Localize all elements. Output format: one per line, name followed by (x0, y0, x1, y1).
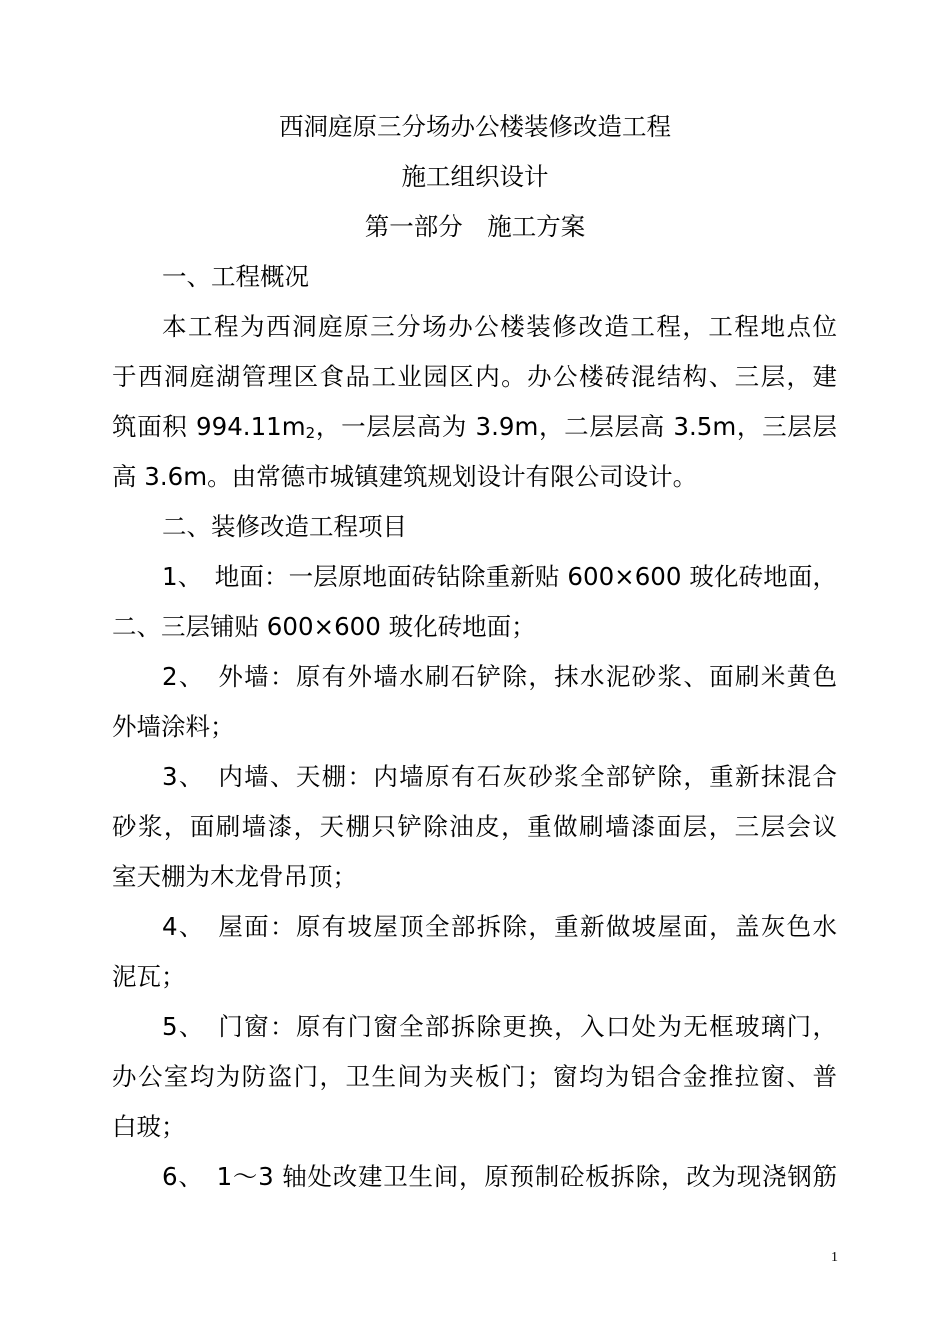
part-heading: 第一部分 施工方案 (364, 212, 586, 241)
list-item: 白玻； (112, 1112, 186, 1141)
paragraph-line: 本工程为西洞庭原三分场办公楼装修改造工程，工程地点位 (162, 312, 837, 341)
document-subtitle: 施工组织设计 (401, 162, 549, 191)
section-heading-items: 二、装修改造工程项目 (162, 512, 407, 541)
page-number: 1 (831, 1250, 838, 1265)
list-item: 1、 地面：一层原地面砖钻除重新贴 600×600 玻化砖地面， (162, 562, 837, 591)
list-item: 室天棚为木龙骨吊顶； (112, 862, 357, 891)
document-title: 西洞庭原三分场办公楼装修改造工程 (279, 112, 671, 141)
paragraph-line (112, 412, 837, 448)
list-item: 5、 门窗：原有门窗全部拆除更换，入口处为无框玻璃门， (162, 1012, 837, 1041)
paragraph-line: 于西洞庭湖管理区食品工业园区内。办公楼砖混结构、三层，建 (112, 362, 837, 391)
list-item: 泥瓦； (112, 962, 186, 991)
paragraph-line: 高 3.6m。由常德市城镇建筑规划设计有限公司设计。 (112, 462, 698, 491)
list-item: 办公室均为防盗门，卫生间为夹板门；窗均为铝合金推拉窗、普 (112, 1062, 837, 1091)
list-item: 2、 外墙：原有外墙水刷石铲除，抹水泥砂浆、面刷米黄色 (162, 662, 837, 691)
paragraph-text: ，一层层高为 3.9m，二层层高 3.5m，三层层 (315, 412, 837, 441)
list-item: 4、 屋面：原有坡屋顶全部拆除，重新做坡屋面，盖灰色水 (162, 912, 837, 941)
list-item: 二、三层铺贴 600×600 玻化砖地面； (112, 612, 536, 641)
list-item: 6、 1～3 轴处改建卫生间，原预制砼板拆除，改为现浇钢筋 (162, 1162, 837, 1191)
section-heading-overview: 一、工程概况 (162, 262, 309, 291)
paragraph-text: 筑面积 994.11m (112, 412, 306, 441)
subscript: 2 (305, 424, 316, 442)
list-item: 砂浆，面刷墙漆，天棚只铲除油皮，重做刷墙漆面层，三层会议 (112, 812, 837, 841)
list-item: 3、 内墙、天棚：内墙原有石灰砂浆全部铲除，重新抹混合 (162, 762, 837, 791)
list-item: 外墙涂料； (112, 712, 235, 741)
